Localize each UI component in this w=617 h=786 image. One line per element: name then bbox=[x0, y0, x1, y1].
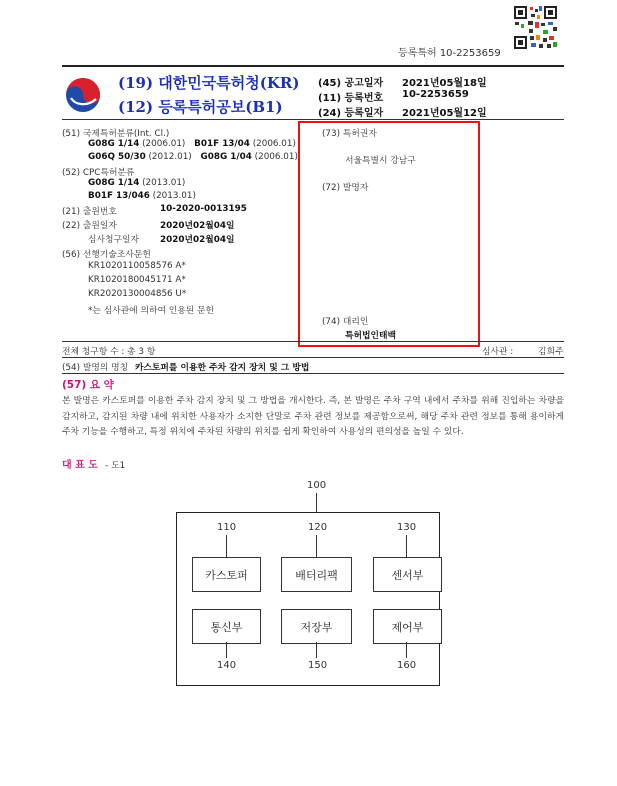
publication-type: (12) 등록특허공보(B1) bbox=[118, 98, 283, 116]
exam-request-date-value: 2020년02월04일 bbox=[160, 235, 235, 245]
title-row-rule bbox=[62, 373, 564, 374]
diagram-box-140: 통신부 bbox=[192, 609, 261, 644]
registration-number-value: 10-2253659 bbox=[402, 89, 469, 100]
registration-number-label: (11) 등록번호 bbox=[318, 93, 384, 104]
ipc-code: G06Q 50/30 bbox=[88, 152, 146, 162]
prior-art-note: *는 심사관에 의하여 인용된 문헌 bbox=[88, 306, 215, 316]
diagram-outer-label: 100 bbox=[307, 480, 327, 491]
prior-art-item: KR1020110058576 A* bbox=[88, 261, 186, 271]
patentee-label: (73) 특허권자 bbox=[322, 129, 377, 139]
diagram-label-110: 110 bbox=[217, 522, 237, 533]
kipo-logo bbox=[63, 75, 103, 115]
representative-figure-value: - 도1 bbox=[105, 461, 126, 471]
diagram-leader-130 bbox=[406, 535, 407, 557]
claims-rule bbox=[62, 341, 564, 342]
diagram-label-150: 150 bbox=[308, 660, 328, 671]
title-rule bbox=[62, 119, 564, 120]
document-number-header: 등록특허 10-2253659 bbox=[398, 48, 501, 59]
header-rule bbox=[62, 65, 564, 67]
representative-figure-row bbox=[62, 456, 125, 471]
claims-rule-bottom bbox=[62, 357, 564, 358]
cpc-row-2 bbox=[88, 191, 196, 201]
qr-code bbox=[513, 5, 558, 50]
ipc-code: G08G 1/04 bbox=[200, 152, 252, 162]
invention-title-label: (54) 발명의 명칭 bbox=[62, 363, 129, 373]
diagram-label-140: 140 bbox=[217, 660, 237, 671]
exam-request-date-label: 심사청구일자 bbox=[88, 235, 139, 245]
examiner-name: 김희주 bbox=[538, 347, 564, 357]
abstract-text: 본 발명은 카스토퍼를 이용한 주차 감지 장치 및 그 방법을 개시한다. 즉, 본 발명은 주차 구역 내에서 주차를 위해 진입하는 차량을 감지하고, 감지된 차량 내에 위치한 사용자가 소지한 단말로 주차 관련 정보를 제공함으로써, 해당 주차 관련 정보를 통해 용이하게 주차 기능을 수행하고, 특정 위치에 주차된 차량의 위치를 쉽게 확인하여 사용성의 편의성을 높일 수 있다. bbox=[62, 396, 564, 437]
cpc-row-1 bbox=[88, 178, 185, 188]
prior-art-item: KR2020130004856 U* bbox=[88, 289, 187, 299]
registration-date-label: (24) 등록일자 bbox=[318, 108, 384, 119]
invention-title-row bbox=[62, 360, 309, 373]
diagram-leader-100 bbox=[316, 493, 317, 513]
agent-value: 특허법인태백 bbox=[345, 331, 396, 341]
diagram-box-120: 배터리팩 bbox=[281, 557, 352, 592]
diagram-box-110: 카스토퍼 bbox=[192, 557, 261, 592]
ipc-code: B01F 13/04 bbox=[194, 139, 250, 149]
ipc-code: G08G 1/14 bbox=[88, 139, 140, 149]
ipc-version: (2006.01) bbox=[252, 139, 296, 149]
ipc-version: (2006.01) bbox=[142, 139, 186, 149]
diagram-leader-160 bbox=[406, 642, 407, 658]
publication-date-value: 2021년05월18일 bbox=[402, 78, 487, 89]
inventor-label: (72) 발명자 bbox=[322, 183, 369, 193]
diagram-box-150: 저장부 bbox=[281, 609, 352, 644]
cpc-version: (2013.01) bbox=[152, 191, 196, 201]
invention-title-value: 카스토퍼를 이용한 주차 감지 장치 및 그 방법 bbox=[134, 363, 310, 373]
diagram-leader-150 bbox=[316, 642, 317, 658]
cpc-code: B01F 13/046 bbox=[88, 191, 150, 201]
cpc-version: (2013.01) bbox=[142, 178, 186, 188]
application-date-label: (22) 출원일자 bbox=[62, 221, 117, 231]
office-title: (19) 대한민국특허청(KR) bbox=[118, 74, 300, 92]
agent-label: (74) 대리인 bbox=[322, 317, 369, 327]
highlight-box bbox=[298, 121, 480, 347]
diagram-leader-120 bbox=[316, 535, 317, 557]
diagram-leader-140 bbox=[226, 642, 227, 658]
representative-figure-label: 대 표 도 bbox=[62, 460, 98, 471]
publication-date-label: (45) 공고일자 bbox=[318, 78, 384, 89]
cpc-code: G08G 1/14 bbox=[88, 178, 140, 188]
ipc-label: (51) 국제특허분류(Int. Cl.) bbox=[62, 129, 170, 139]
application-number-label: (21) 출원번호 bbox=[62, 207, 117, 217]
patentee-value: 서울특별시 강남구 bbox=[345, 156, 416, 166]
prior-art-label: (56) 선행기술조사문헌 bbox=[62, 250, 151, 260]
diagram-label-130: 130 bbox=[397, 522, 417, 533]
diagram-leader-110 bbox=[226, 535, 227, 557]
total-claims: 전체 청구항 수 : 총 3 항 bbox=[62, 347, 156, 357]
ipc-row-1 bbox=[88, 139, 296, 149]
examiner-label: 심사관 : bbox=[482, 347, 514, 357]
diagram-box-130: 센서부 bbox=[373, 557, 442, 592]
registration-date-value: 2021년05월12일 bbox=[402, 108, 487, 119]
diagram-label-160: 160 bbox=[397, 660, 417, 671]
prior-art-item: KR1020180045171 A* bbox=[88, 275, 186, 285]
diagram-label-120: 120 bbox=[308, 522, 328, 533]
cpc-label: (52) CPC특허분류 bbox=[62, 168, 135, 178]
abstract-heading: (57) 요 약 bbox=[62, 379, 114, 391]
application-date-value: 2020년02월04일 bbox=[160, 221, 235, 231]
diagram-box-160: 제어부 bbox=[373, 609, 442, 644]
ipc-version: (2006.01) bbox=[254, 152, 298, 162]
ipc-version: (2012.01) bbox=[148, 152, 192, 162]
ipc-row-2 bbox=[88, 152, 298, 162]
application-number-value: 10-2020-0013195 bbox=[160, 204, 247, 214]
